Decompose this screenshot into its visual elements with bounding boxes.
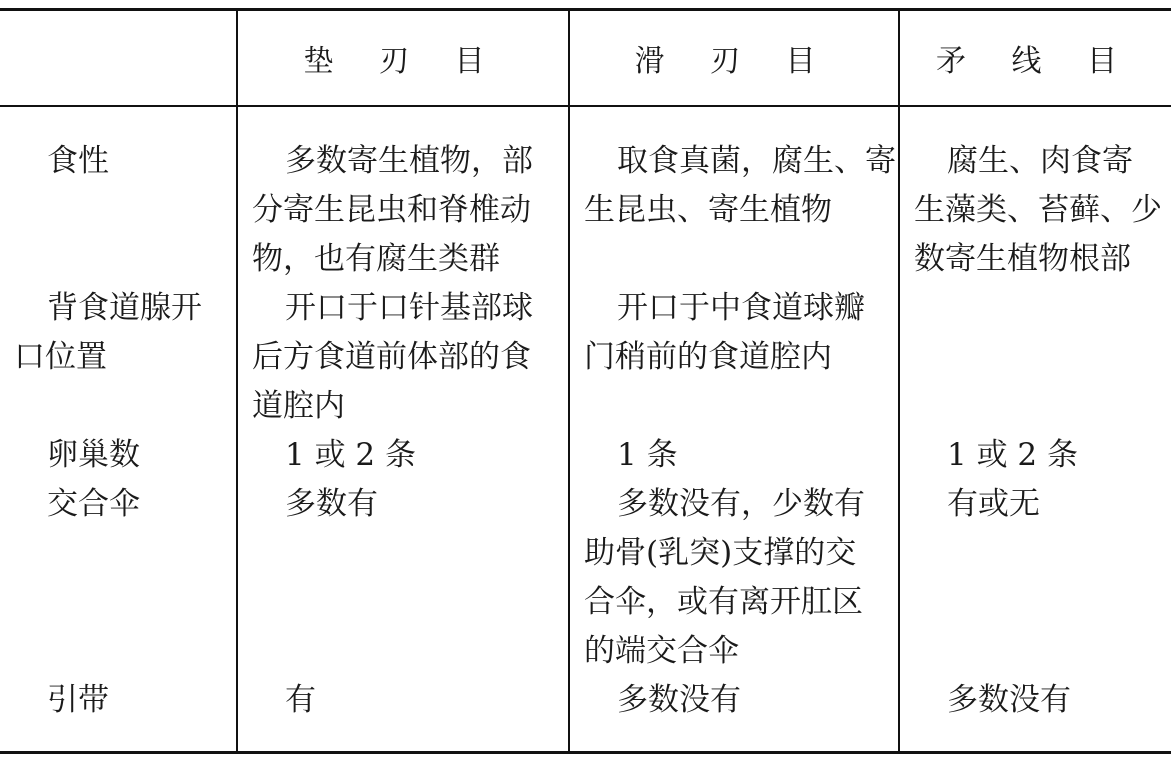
dorylaimida-column [899, 106, 1171, 753]
tylenchida-column [237, 106, 569, 753]
table-cell: 物，也有腐生类群 [252, 240, 500, 277]
table-cell: 分寄生昆虫和脊椎动 [252, 191, 531, 228]
header-blank [0, 10, 237, 106]
table-cell: 取食真菌，腐生、寄 [617, 142, 896, 179]
table-cell: 生藻类、苔藓、少 [914, 191, 1162, 228]
table-cell: 门稍前的食道腔内 [584, 338, 832, 375]
table-cell: 有 [285, 681, 316, 718]
table-body [0, 106, 1171, 753]
row-label-feeding: 食性 [47, 142, 109, 179]
row-label-gubernaculum: 引带 [47, 681, 109, 718]
row-labels-column [0, 106, 237, 753]
comparison-table-wrapper [0, 8, 1171, 754]
table-cell: 多数没有 [947, 681, 1071, 718]
table-cell: 多数有 [285, 485, 378, 522]
header-dorylaimida: 矛 线 目 [899, 10, 1171, 106]
table-cell: 腐生、肉食寄 [947, 142, 1133, 179]
table-cell: 生昆虫、寄生植物 [584, 191, 832, 228]
table-cell: 道腔内 [252, 387, 345, 424]
table-cell: 多数没有 [617, 681, 741, 718]
table-cell: 后方食道前体部的食 [252, 338, 531, 375]
header-row [0, 10, 1171, 106]
row-label-bursa: 交合伞 [47, 485, 140, 522]
row-label-ovary: 卵巢数 [47, 436, 140, 473]
table-cell: 多数没有，少数有 [617, 485, 865, 522]
table-cell: 助骨(乳突)支撑的交 [584, 534, 857, 571]
table-cell: 1 条 [617, 436, 678, 473]
table-cell: 数寄生植物根部 [914, 240, 1131, 277]
table-cell: 1 或 2 条 [285, 436, 417, 473]
row-label-gland-opening: 背食道腺开 口位置 [14, 289, 202, 375]
table-cell: 开口于口针基部球 [285, 289, 533, 326]
table-cell: 合伞，或有离开肛区 [584, 583, 863, 620]
table-cell: 有或无 [947, 485, 1040, 522]
table-cell: 开口于中食道球瓣 [617, 289, 865, 326]
header-aphelenchida: 滑 刃 目 [569, 10, 899, 106]
header-tylenchida: 垫 刃 目 [237, 10, 569, 106]
nematode-order-comparison-table [0, 8, 1171, 754]
aphelenchida-column [569, 106, 899, 753]
table-cell: 1 或 2 条 [947, 436, 1079, 473]
table-cell: 多数寄生植物，部 [285, 142, 533, 179]
table-cell: 的端交合伞 [584, 632, 739, 669]
